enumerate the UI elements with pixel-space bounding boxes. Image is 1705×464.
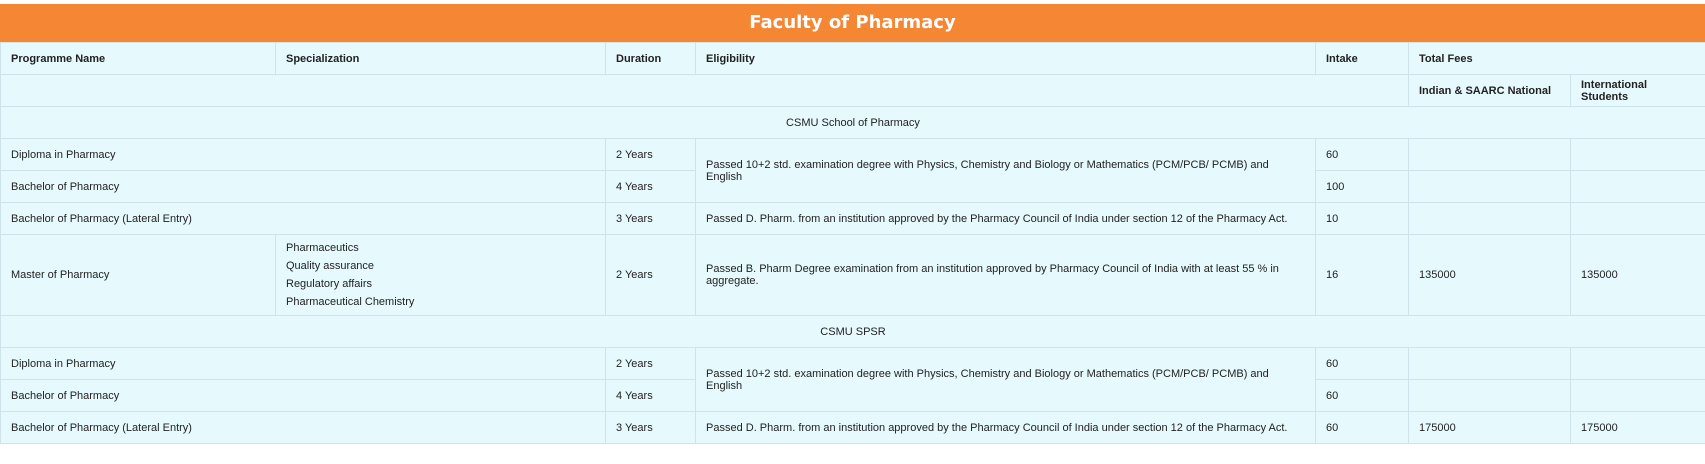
intake-cell: 60 <box>1316 348 1409 380</box>
international-fees-cell <box>1571 203 1705 235</box>
intake-cell: 100 <box>1316 171 1409 203</box>
table-row <box>1 139 1705 171</box>
eligibility-cell: Passed B. Pharm Degree examination from an institution approved by Pharmacy Council of India with at least 55 % in aggregate. <box>696 235 1316 316</box>
indian-fees-cell <box>1409 171 1571 203</box>
header-international-fees: International Students <box>1571 75 1705 107</box>
header-row <box>1 43 1705 75</box>
duration-cell: 2 Years <box>606 235 696 316</box>
table-row <box>1 203 1705 235</box>
eligibility-cell: Passed D. Pharm. from an institution approved by the Pharmacy Council of India under section 12 of the Pharmacy Act. <box>696 203 1316 235</box>
header-intake: Intake <box>1316 43 1409 75</box>
header-programme-name: Programme Name <box>1 43 276 75</box>
specialization-item: Regulatory affairs <box>286 275 595 293</box>
table-row <box>1 412 1705 444</box>
programme-cell: Bachelor of Pharmacy <box>1 380 606 412</box>
intake-cell: 60 <box>1316 412 1409 444</box>
indian-fees-cell <box>1409 203 1571 235</box>
indian-fees-cell <box>1409 348 1571 380</box>
table-row <box>1 348 1705 380</box>
international-fees-cell <box>1571 139 1705 171</box>
programme-cell: Bachelor of Pharmacy (Lateral Entry) <box>1 412 606 444</box>
section-header <box>1 107 1705 139</box>
indian-fees-cell: 175000 <box>1409 412 1571 444</box>
subheader-row <box>1 75 1705 107</box>
international-fees-cell <box>1571 171 1705 203</box>
section-title: CSMU School of Pharmacy <box>1 107 1705 139</box>
programme-cell: Bachelor of Pharmacy (Lateral Entry) <box>1 203 606 235</box>
specialization-item: Pharmaceutics <box>286 239 595 257</box>
header-duration: Duration <box>606 43 696 75</box>
header-specialization: Specialization <box>276 43 606 75</box>
duration-cell: 2 Years <box>606 348 696 380</box>
header-total-fees: Total Fees <box>1409 43 1705 75</box>
indian-fees-cell <box>1409 139 1571 171</box>
header-eligibility: Eligibility <box>696 43 1316 75</box>
specialization-item: Quality assurance <box>286 257 595 275</box>
duration-cell: 3 Years <box>606 412 696 444</box>
international-fees-cell <box>1571 380 1705 412</box>
section-header <box>1 316 1705 348</box>
eligibility-cell: Passed 10+2 std. examination degree with Physics, Chemistry and Biology or Mathematics (PCM/PCB/ PCMB) and English <box>696 139 1316 203</box>
indian-fees-cell: 135000 <box>1409 235 1571 316</box>
duration-cell: 2 Years <box>606 139 696 171</box>
indian-fees-cell <box>1409 380 1571 412</box>
subheader-spacer <box>1 75 1409 107</box>
specialization-item: Pharmaceutical Chemistry <box>286 293 595 311</box>
duration-cell: 3 Years <box>606 203 696 235</box>
page-title: Faculty of Pharmacy <box>0 4 1705 42</box>
header-indian-fees: Indian & SAARC National <box>1409 75 1571 107</box>
duration-cell: 4 Years <box>606 380 696 412</box>
programme-cell: Master of Pharmacy <box>1 235 276 316</box>
specialization-cell <box>276 235 606 316</box>
international-fees-cell <box>1571 348 1705 380</box>
international-fees-cell: 135000 <box>1571 235 1705 316</box>
table-row <box>1 235 1705 316</box>
programme-cell: Diploma in Pharmacy <box>1 139 606 171</box>
intake-cell: 16 <box>1316 235 1409 316</box>
international-fees-cell: 175000 <box>1571 412 1705 444</box>
duration-cell: 4 Years <box>606 171 696 203</box>
programme-cell: Diploma in Pharmacy <box>1 348 606 380</box>
programme-cell: Bachelor of Pharmacy <box>1 171 606 203</box>
intake-cell: 60 <box>1316 380 1409 412</box>
section-title: CSMU SPSR <box>1 316 1705 348</box>
intake-cell: 10 <box>1316 203 1409 235</box>
eligibility-cell: Passed D. Pharm. from an institution approved by the Pharmacy Council of India under section 12 of the Pharmacy Act. <box>696 412 1316 444</box>
programmes-table <box>0 42 1705 444</box>
intake-cell: 60 <box>1316 139 1409 171</box>
eligibility-cell: Passed 10+2 std. examination degree with Physics, Chemistry and Biology or Mathematics (PCM/PCB/ PCMB) and English <box>696 348 1316 412</box>
